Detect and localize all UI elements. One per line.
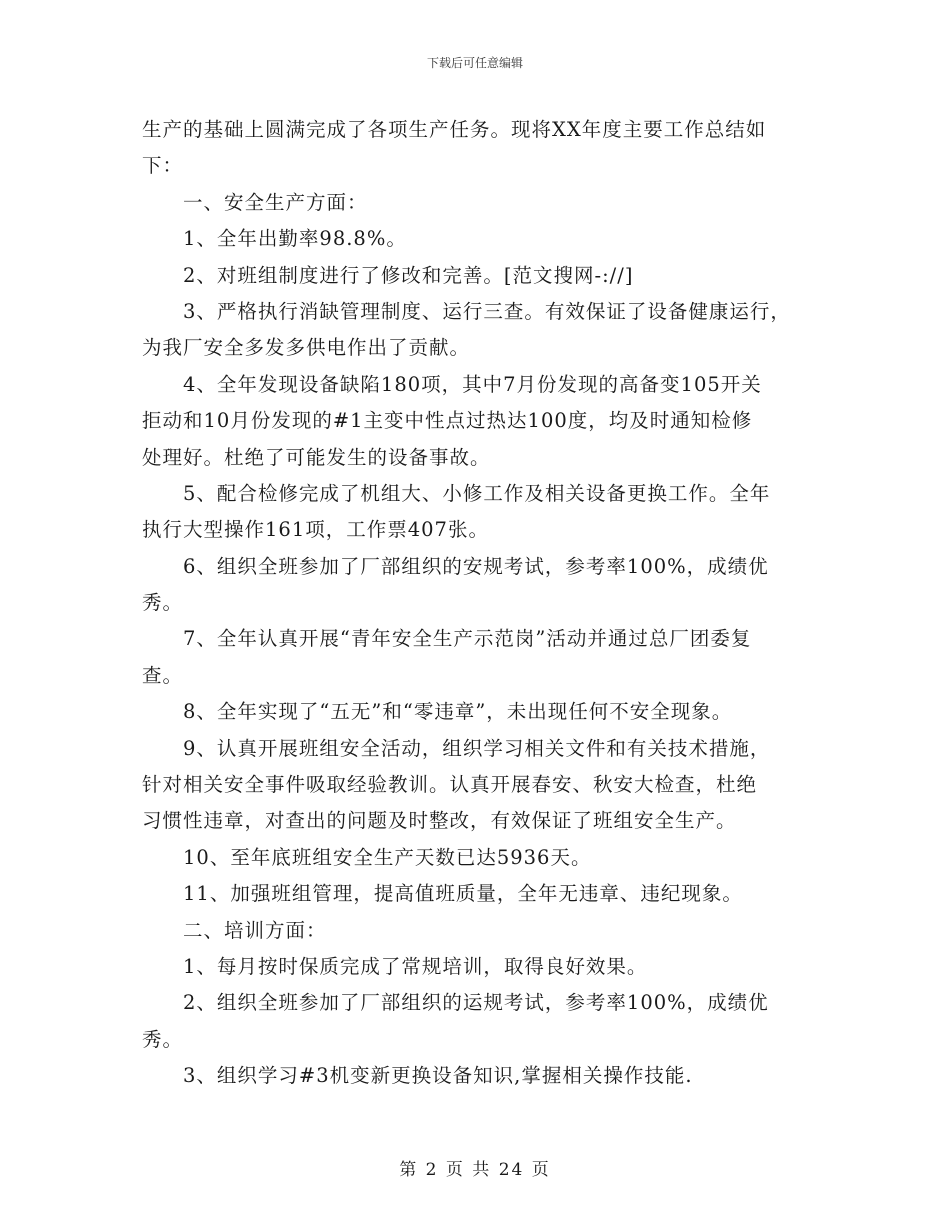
page-number-footer: 第 2 页 共 24 页 (399, 1160, 551, 1180)
text-line: 3、严格执行消缺管理制度、运行三查。有效保证了设备健康运行， (142, 299, 791, 323)
text-line: 秀。 (142, 591, 184, 615)
text-line: 处理好。杜绝了可能发生的设备事故。 (142, 445, 491, 469)
text-line: 6、组织全班参加了厂部组织的安规考试，参考率100%，成绩优 (142, 554, 769, 578)
text-line: 拒动和10月份发现的#1主变中性点过热达100度，均及时通知检修 (142, 409, 753, 433)
text-line: 10、至年底班组安全生产天数已达5936天。 (142, 845, 592, 869)
text-line: 2、对班组制度进行了修改和完善。[范文搜网-://] (142, 263, 634, 287)
text-line: 针对相关安全事件吸取经验教训。认真开展春安、秋安大检查，杜绝 (142, 773, 758, 797)
text-line: 5、配合检修完成了机组大、小修工作及相关设备更换工作。全年 (142, 481, 771, 505)
page-header: 下载后可任意编辑 (426, 56, 523, 70)
text-line: 为我厂安全多发多供电作出了贡献。 (142, 336, 471, 360)
text-line: 查。 (142, 663, 184, 687)
section-heading: 二、培训方面： (142, 918, 327, 942)
text-line: 执行大型操作161项，工作票407张。 (142, 518, 489, 542)
text-line: 下： (142, 154, 184, 178)
text-line: 7、全年认真开展“青年安全生产示范岗”活动并通过总厂团委复 (142, 627, 752, 651)
text-line: 2、组织全班参加了厂部组织的运规考试，参考率100%，成绩优 (142, 991, 769, 1015)
text-line: 4、全年发现设备缺陷180项，其中7月份发现的高备变105开关 (142, 372, 762, 396)
text-line: 11、加强班组管理，提高值班质量，全年无违章、违纪现象。 (142, 882, 743, 906)
text-line: 习惯性违章，对查出的问题及时整改，有效保证了班组安全生产。 (142, 809, 737, 833)
text-line: 1、全年出勤率98.8%。 (142, 227, 407, 251)
text-line: 8、全年实现了“五无”和“零违章”，未出现任何不安全现象。 (142, 700, 733, 724)
text-line: 1、每月按时保质完成了常规培训，取得良好效果。 (142, 954, 648, 978)
section-heading: 一、安全生产方面： (142, 190, 368, 214)
text-line: 生产的基础上圆满完成了各项生产任务。现将XX年度主要工作总结如 (142, 118, 767, 141)
text-line: 3、组织学习#3机变新更换设备知识,掌握相关操作技能. (142, 1064, 693, 1088)
text-line: 9、认真开展班组安全活动，组织学习相关文件和有关技术措施， (142, 736, 771, 760)
text-line: 秀。 (142, 1027, 184, 1051)
document-body (142, 112, 814, 1095)
